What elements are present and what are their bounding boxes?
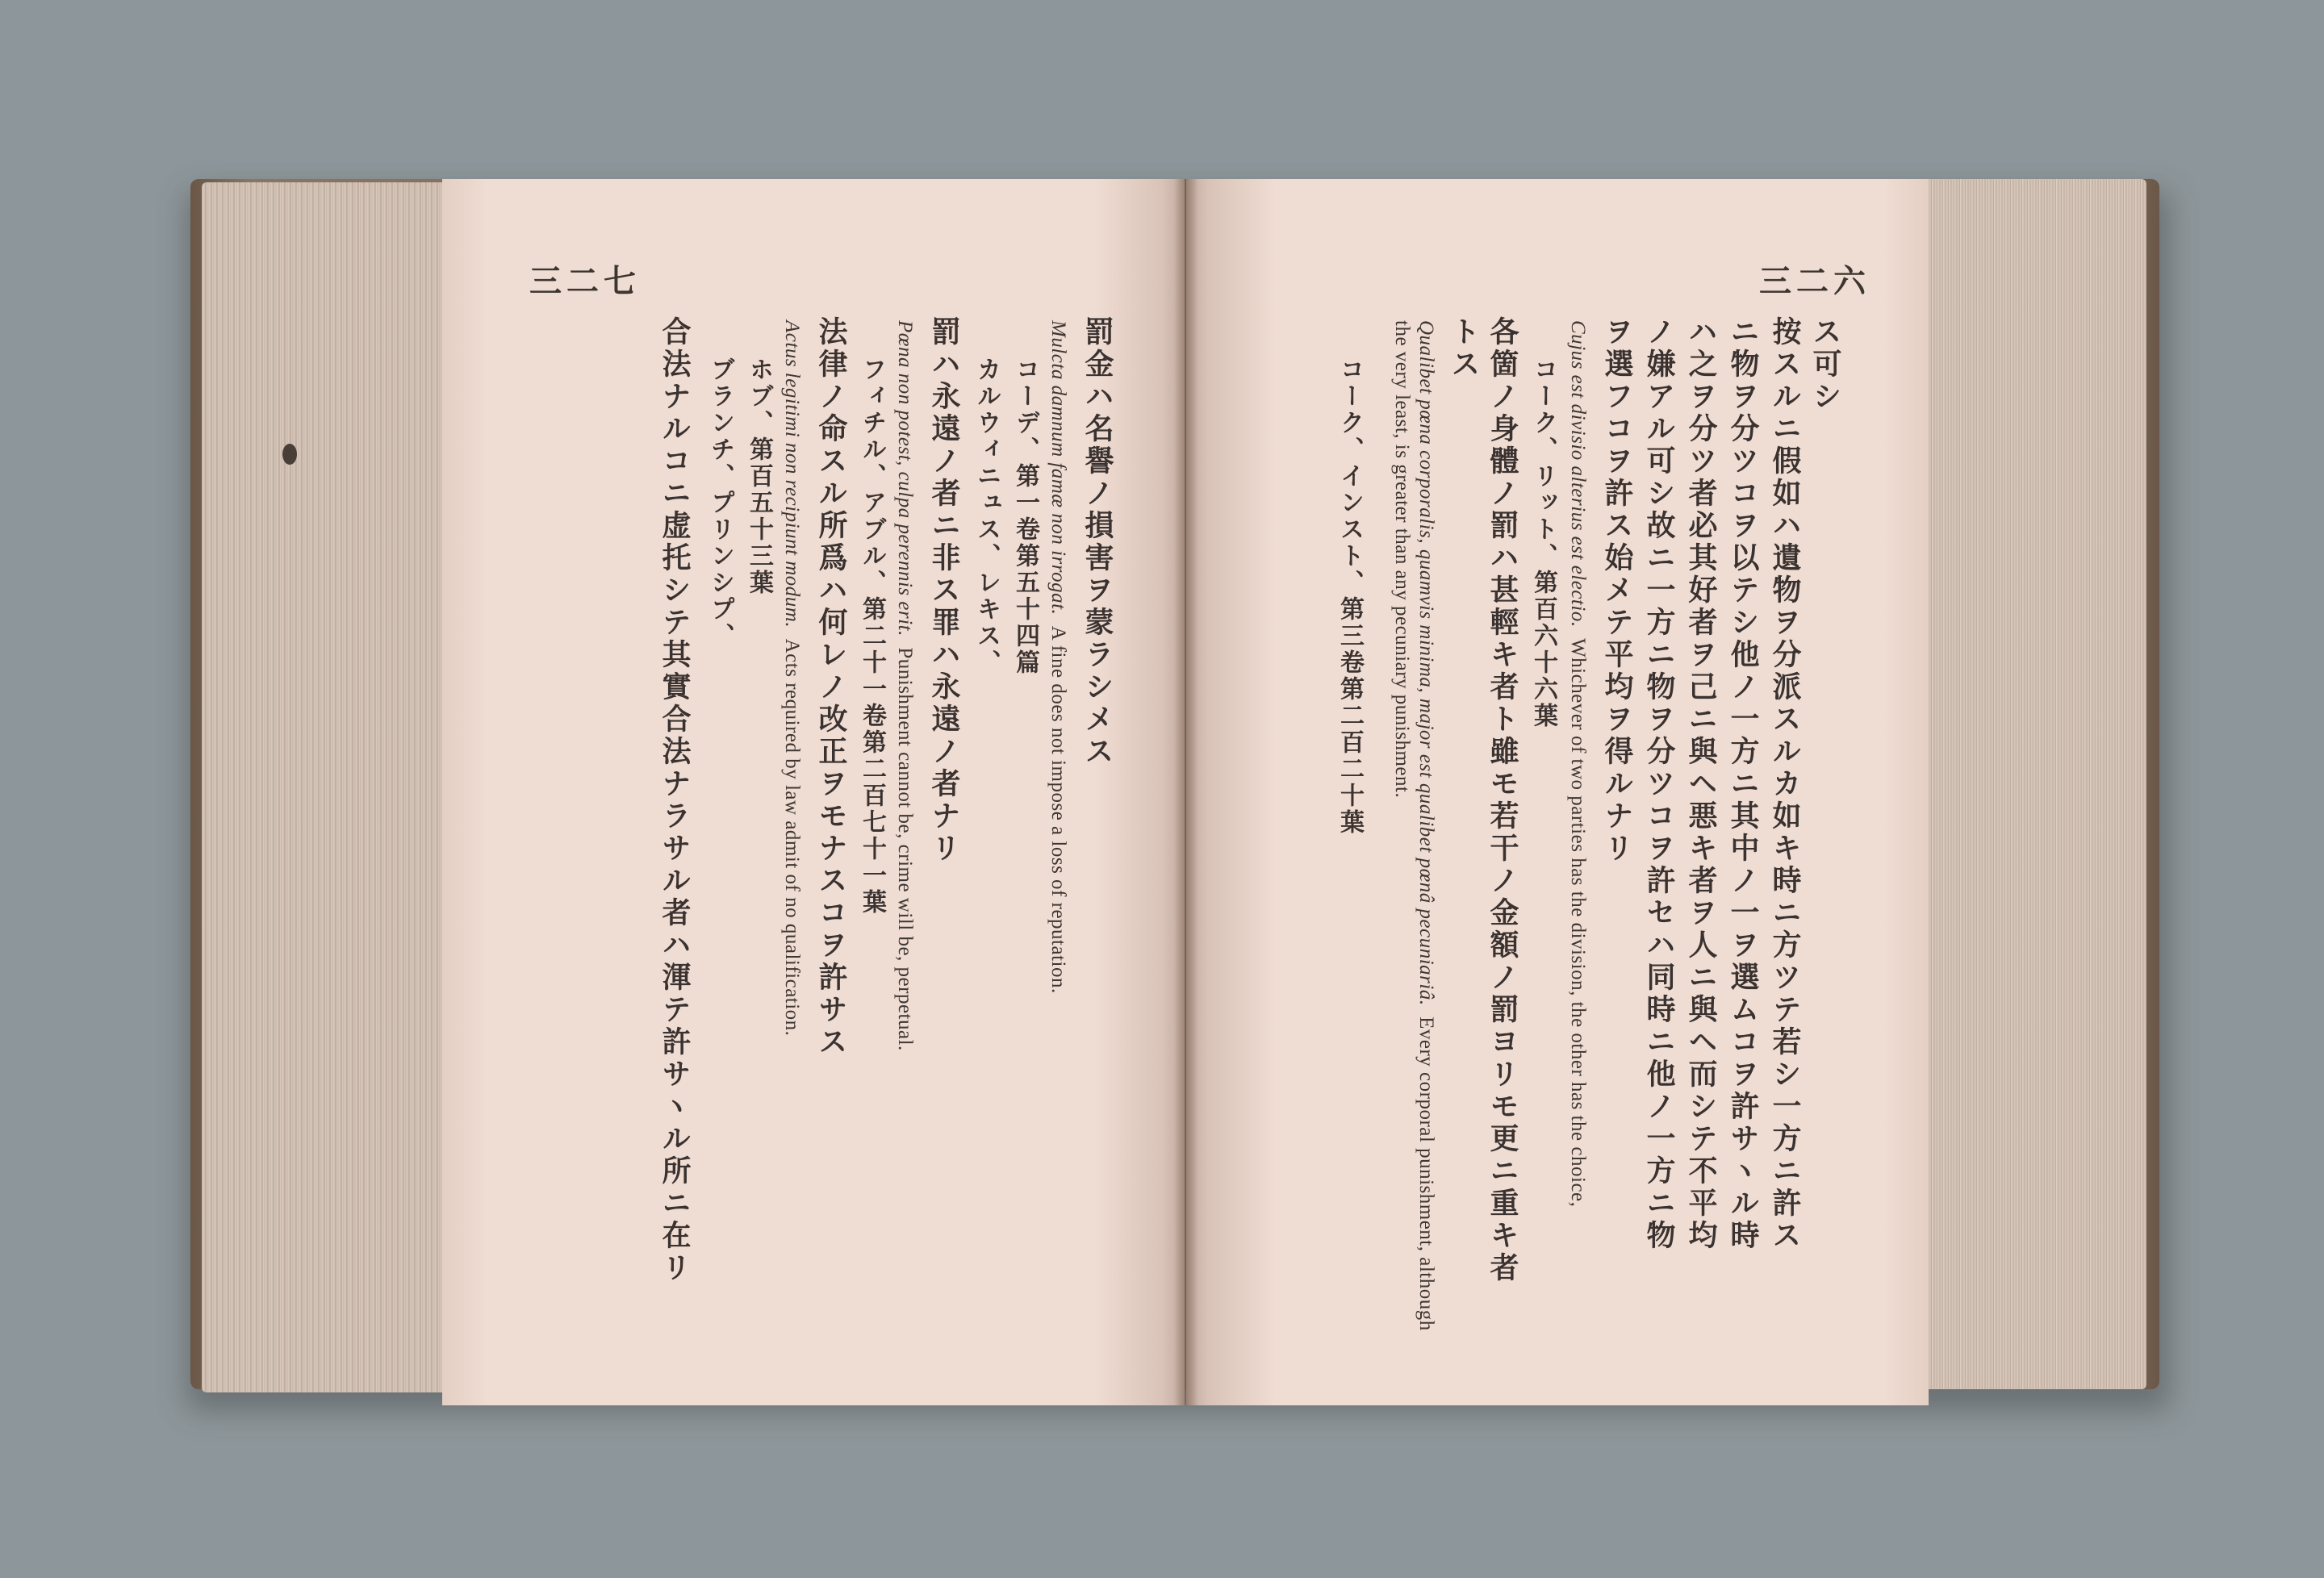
text-line: ヲ選フコヲ許ス始メテ平均ヲ得ルナリ xyxy=(1600,316,1634,865)
text-line: 罰ハ永遠ノ者ニ非ス罪ハ永遠ノ者ナリ xyxy=(927,316,961,865)
citation-line: ブランチ、プリンシプ、 xyxy=(706,357,734,649)
latin-maxim: Pœna non potest, culpa perennis erit. xyxy=(894,320,916,637)
text-line: ニ物ヲ分ツコヲ以テシ他ノ一方ニ其中ノ一ヲ選ムコヲ許サヽル時 xyxy=(1726,316,1760,1252)
english-translation: Acts required by law admit of no qualification. xyxy=(781,638,803,1037)
english-translation: Punishment cannot be, crime will be, perpetual. xyxy=(894,647,916,1051)
latin-maxim-line xyxy=(892,320,917,1051)
text-line: 按スルニ假如ハ遺物ヲ分派スルカ如キ時ニ方ツテ若シ一方ニ許ス xyxy=(1768,316,1802,1252)
page-number-right: 三二六 xyxy=(1759,262,1870,300)
latin-maxim-line xyxy=(1046,320,1070,994)
text-line: 各箇ノ身體ノ罰ハ甚輕キ者ト雖モ若干ノ金額ノ罰ヨリモ更ニ重キ者 xyxy=(1486,316,1519,1284)
latin-maxim: Mulcta damnum famæ non irrogat. xyxy=(1047,320,1069,616)
citation-line: カルウィニュス、レキス、 xyxy=(972,357,1001,676)
text-line: ハ之ヲ分ツ者必其好者ヲ己ニ與ヘ悪キ者ヲ人ニ與ヘ而シテ不平均 xyxy=(1684,316,1718,1252)
right-page-edges xyxy=(1921,179,2146,1389)
text-line: ノ嫌アル可シ故ニ一方ニ物ヲ分ツコヲ許セハ同時ニ他ノ一方ニ物 xyxy=(1642,316,1676,1252)
latin-maxim-line xyxy=(780,320,804,1036)
english-translation: Every corporal punishment, although the very least, is greater than any pecuniary punishment. xyxy=(1391,320,1437,1331)
citation-line: ホブ、第百五十三葉 xyxy=(745,357,773,596)
right-page xyxy=(1186,179,1929,1405)
text-line: 罰金ハ名譽ノ損害ヲ蒙ラシメス xyxy=(1080,316,1114,768)
english-translation: A fine does not impose a loss of reputation. xyxy=(1047,625,1069,994)
latin-maxim-line xyxy=(1565,320,1590,1207)
citation-line: コーク、リット、第百六十六葉 xyxy=(1529,357,1557,729)
page-number-left: 三二七 xyxy=(529,262,641,300)
citation-line: コーク、インスト、第三卷第二百二十葉 xyxy=(1335,357,1364,836)
english-translation: Whichever of two parties has the division, the other has the choice, xyxy=(1567,638,1589,1208)
citation-line: フィチル、アブル、第二十一卷第二百七十一葉 xyxy=(858,357,886,916)
latin-maxim: Qualibet pœna corporalis, quamvis minima, major est qualibet pœnâ pecuniariâ. xyxy=(1415,320,1437,1006)
book-gutter xyxy=(1174,179,1198,1405)
text-line: 法律ノ命スル所爲ハ何レノ改正ヲモナスコヲ許サス xyxy=(814,316,848,1058)
left-page-edges xyxy=(202,182,460,1392)
text-line: トス xyxy=(1447,316,1481,381)
latin-maxim: Cujus est divisio alterius est electio. xyxy=(1567,320,1589,628)
page-stain xyxy=(282,444,297,465)
text-line: ス可シ xyxy=(1808,316,1842,413)
latin-maxim: Actus legitimi non recipiunt modum. xyxy=(781,320,803,628)
text-line: 合法ナルコニ虚托シテ其實合法ナラサル者ハ渾テ許サヽル所ニ在リ xyxy=(658,316,692,1284)
left-page xyxy=(442,179,1185,1405)
latin-maxim-line xyxy=(1373,320,1438,1361)
citation-line: コーデ、第一卷第五十四篇 xyxy=(1011,357,1039,676)
